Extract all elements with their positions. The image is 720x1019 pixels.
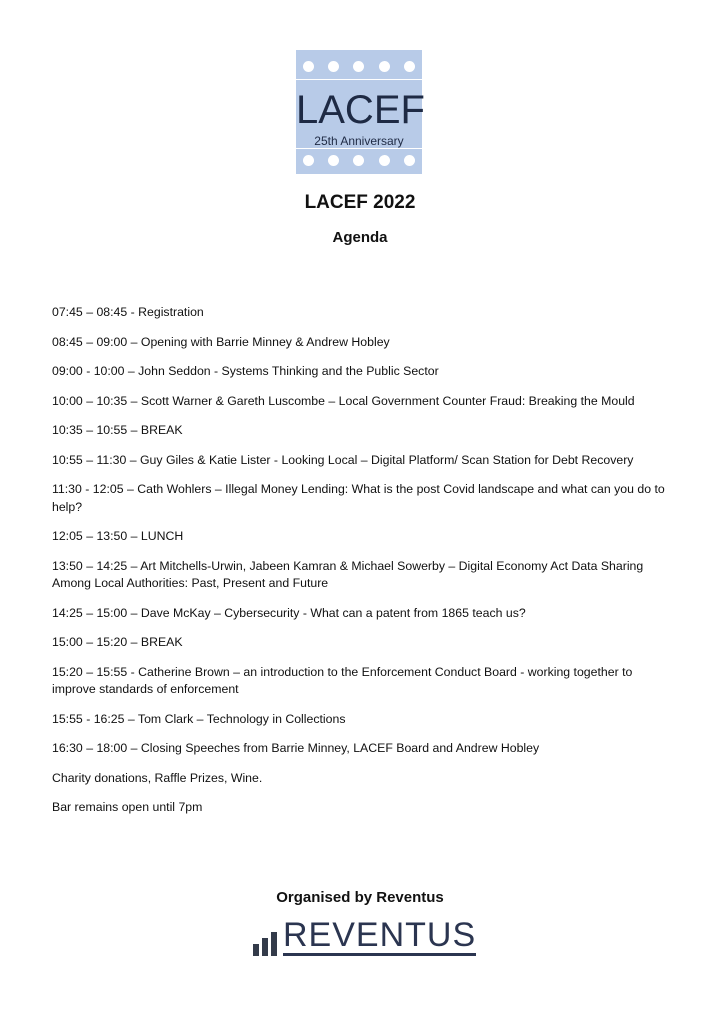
page-title: LACEF 2022 [304,192,416,213]
agenda-note: Bar remains open until 7pm [52,800,203,814]
agenda-item: 08:45 – 09:00 – Opening with Barrie Minney & Andrew Hobley [52,334,390,349]
agenda-item: 11:30 - 12:05 – Cath Wohlers – Illegal Money Lending: What is the post Covid landscape and what can you do to help? [52,482,665,514]
organised-by: Organised by Reventus [276,889,444,906]
agenda-item: 15:20 – 15:55 - Catherine Brown – an introduction to the Enforcement Conduct Board - working together to improve standards of enforcement [52,664,633,696]
agenda-item: 12:05 – 13:50 – LUNCH [52,529,184,543]
agenda-note: Charity donations, Raffle Prizes, Wine. [52,770,263,785]
agenda-item: 13:50 – 14:25 – Art Mitchells-Urwin, Jabeen Kamran & Michael Sowerby – Digital Economy Act Data Sharing Among Local Authorities: Past, Present and Future [52,558,644,590]
logo-dots-top [296,58,422,74]
page-subtitle: Agenda [332,229,388,246]
agenda-item: 16:30 – 18:00 – Closing Speeches from Barrie Minney, LACEF Board and Andrew Hobley [52,741,540,755]
lacef-logo [296,50,425,174]
agenda-item: 15:55 - 16:25 – Tom Clark – Technology in Collections [52,711,346,726]
bar-chart-icon [253,926,277,956]
logo-subtitle: 25th Anniversary [314,134,404,148]
agenda-item: 10:00 – 10:35 – Scott Warner & Gareth Luscombe – Local Government Counter Fraud: Breaking the Mould [52,393,635,408]
agenda-list [52,304,672,829]
agenda-item: 10:55 – 11:30 – Guy Giles & Katie Lister - Looking Local – Digital Platform/ Scan Station for Debt Recovery [52,452,634,467]
agenda-item: 07:45 – 08:45 - Registration [52,305,204,319]
logo-dots-bottom [296,152,422,168]
agenda-item: 14:25 – 15:00 – Dave McKay – Cybersecurity - What can a patent from 1865 teach us? [52,605,526,620]
agenda-item: 09:00 - 10:00 – John Seddon - Systems Thinking and the Public Sector [52,364,439,378]
reventus-wordmark: REVENTUS [283,916,477,954]
logo-title: LACEF [296,88,425,132]
agenda-item: 15:00 – 15:20 – BREAK [52,635,183,649]
reventus-logo [253,916,477,956]
agenda-item: 10:35 – 10:55 – BREAK [52,423,183,437]
